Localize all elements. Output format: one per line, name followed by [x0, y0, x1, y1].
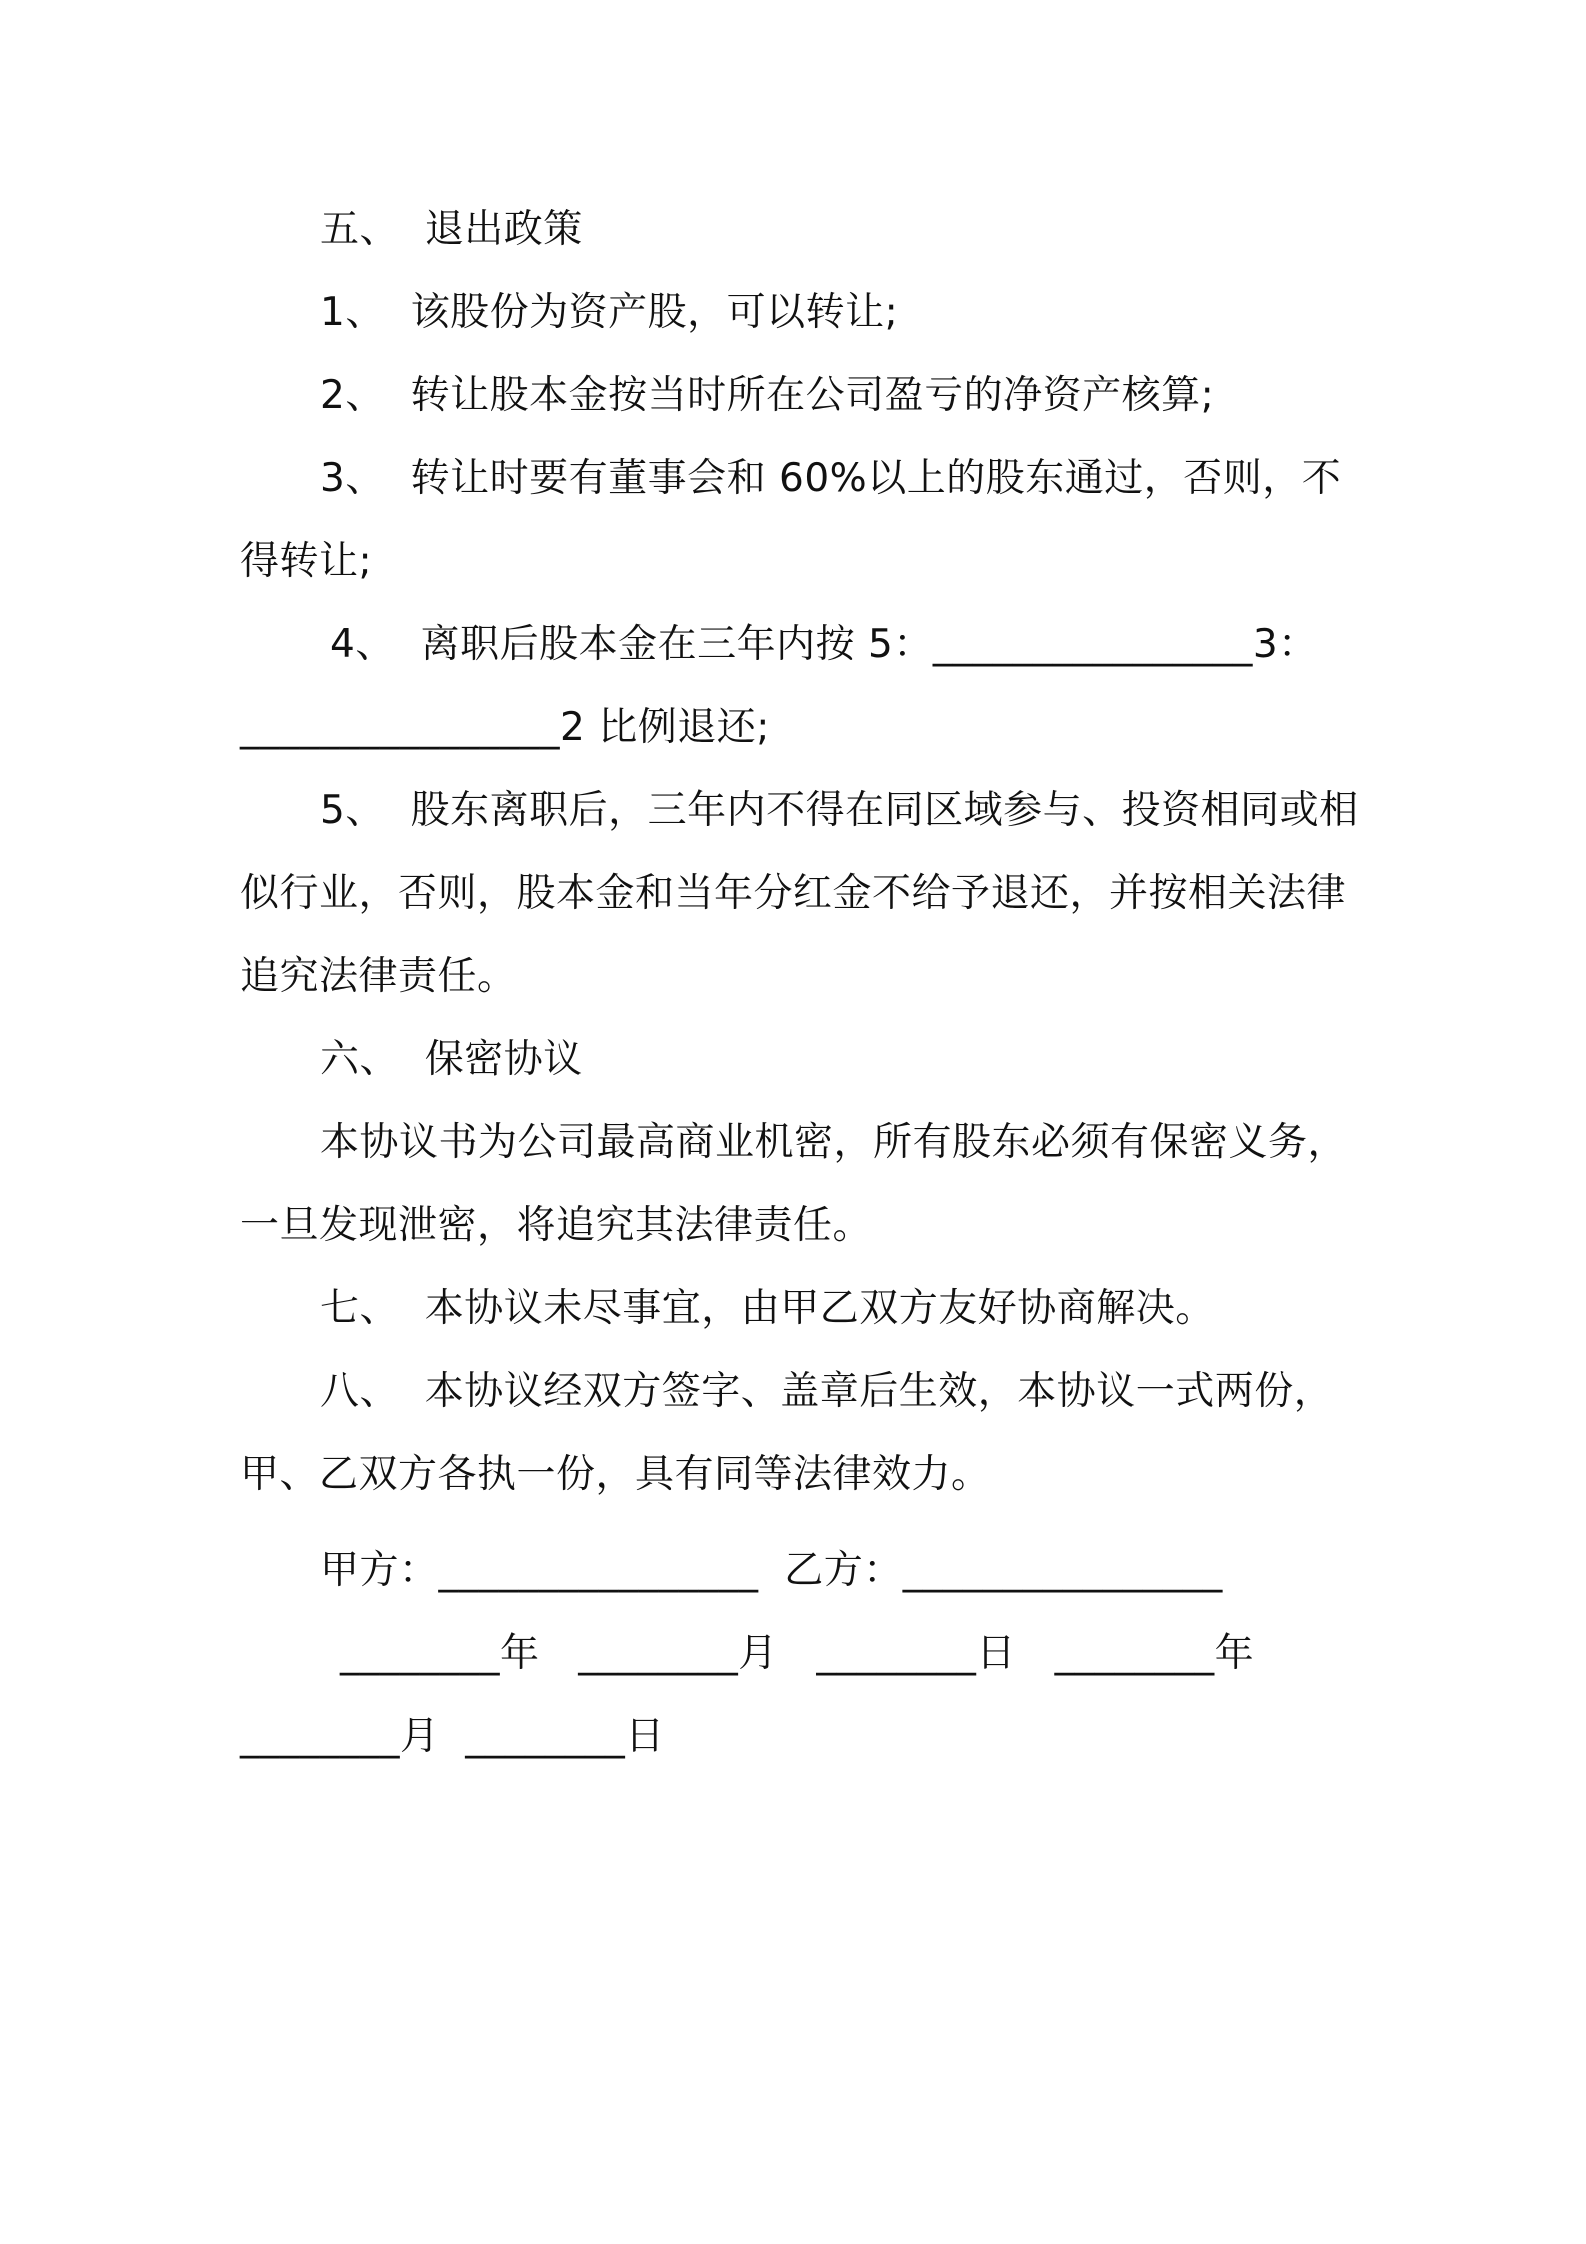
signature-line: 甲方：________________ 乙方：________________: [320, 1548, 1223, 1593]
confidentiality-text: 本协议书为公司最高商业机密，所有股东必须有保密义务，: [320, 1120, 1348, 1165]
clause-4-continued: ________________2 比例退还;: [240, 705, 770, 750]
clause-3: 3、 转让时要有董事会和 60%以上的股东通过，否则，不: [320, 456, 1342, 501]
section-seven: 七、 本协议未尽事宜，由甲乙双方友好协商解决。: [320, 1286, 1215, 1331]
clause-5-continued-2: 追究法律责任。: [240, 954, 517, 999]
clause-2: 2、 转让股本金按当时所在公司盈亏的净资产核算;: [320, 373, 1215, 418]
clause-1: 1、 该股份为资产股，可以转让;: [320, 290, 899, 335]
section-eight-continued: 甲、乙双方各执一份，具有同等法律效力。: [240, 1452, 991, 1497]
clause-5: 5、 股东离职后，三年内不得在同区域参与、投资相同或相: [320, 788, 1359, 833]
clause-4: 4、 离职后股本金在三年内按 5：________________3：: [330, 622, 1318, 667]
confidentiality-text-continued: 一旦发现泄密，将追究其法律责任。: [240, 1203, 873, 1248]
section-heading-confidentiality: 六、 保密协议: [320, 1037, 583, 1082]
clause-3-continued: 得转让;: [240, 539, 373, 584]
section-eight: 八、 本协议经双方签字、盖章后生效，本协议一式两份，: [320, 1369, 1334, 1414]
date-line: ________年 ________月 ________日 ________年: [340, 1631, 1255, 1676]
section-heading-exit-policy: 五、 退出政策: [320, 207, 583, 252]
date-line-continued: ________月 ________日: [240, 1714, 665, 1759]
clause-5-continued-1: 似行业，否则，股本金和当年分红金不给予退还，并按相关法律: [240, 871, 1347, 916]
